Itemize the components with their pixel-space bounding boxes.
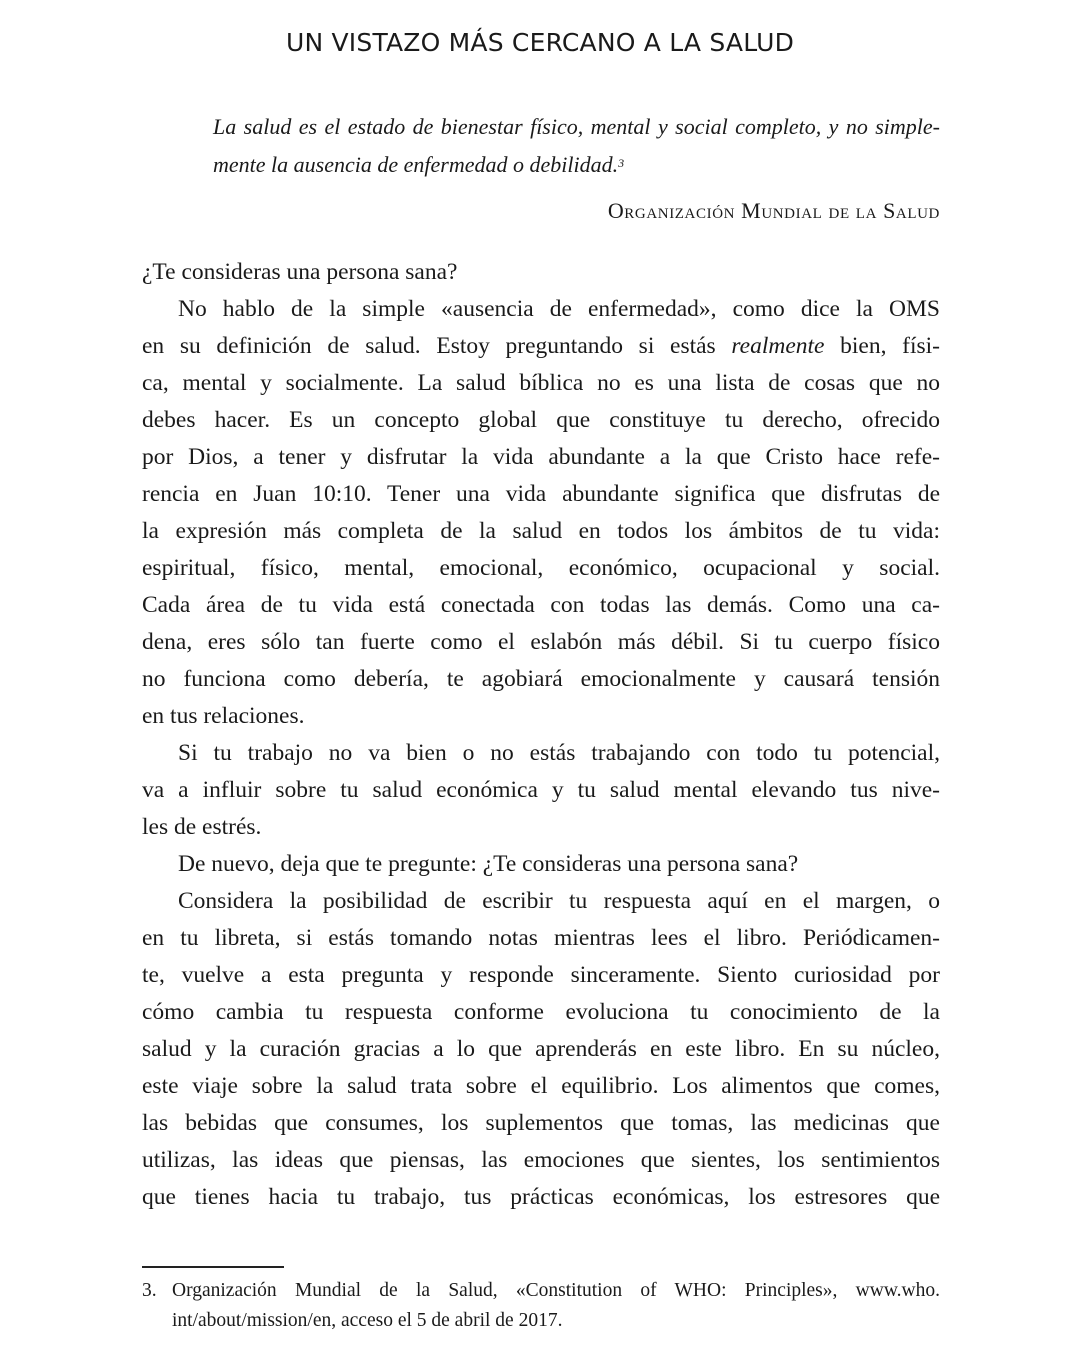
paragraph-line: rencia en Juan 10:10. Tener una vida abundante significa que disfrutas de xyxy=(142,481,940,507)
footnote-line: int/about/mission/en, acceso el 5 de abril de 2017. xyxy=(172,1310,563,1331)
paragraph-line: te, vuelve a esta pregunta y responde sinceramente. Siento curiosidad por xyxy=(142,962,940,988)
paragraph-line: utilizas, las ideas que piensas, las emociones que sientes, los sentimientos xyxy=(142,1147,940,1173)
paragraph-line: salud y la curación gracias a lo que aprenderás en este libro. En su núcleo, xyxy=(142,1036,940,1062)
footnote-line: 3. Organización Mundial de la Salud, «Constitution of WHO: Principles», www.who. xyxy=(142,1276,940,1306)
epigraph-line: La salud es el estado de bienestar físico, mental y social completo, y no simple- xyxy=(213,114,940,139)
footnote xyxy=(142,1276,940,1336)
paragraph-line: en tus relaciones. xyxy=(142,703,305,729)
epigraph-line: mente la ausencia de enfermedad o debilidad.$^3$ xyxy=(213,152,625,177)
footnote-number: 3. xyxy=(142,1280,157,1301)
epigraph-quote xyxy=(213,108,940,184)
paragraph-line: ca, mental y socialmente. La salud bíblica no es una lista de cosas que no xyxy=(142,370,940,396)
paragraph-line: por Dios, a tener y disfrutar la vida abundante a la que Cristo hace refe- xyxy=(142,444,940,470)
paragraph-line: debes hacer. Es un concepto global que constituye tu derecho, ofrecido xyxy=(142,407,940,433)
emphasis: realmente xyxy=(731,333,825,359)
paragraph-line: De nuevo, deja que te pregunte: ¿Te consideras una persona sana? xyxy=(178,851,799,877)
paragraph-line: les de estrés. xyxy=(142,814,262,840)
paragraph-line: Cada área de tu vida está conectada con todas las demás. Como una ca- xyxy=(142,592,940,618)
paragraph-line: en tu libreta, si estás tomando notas mientras lees el libro. Periódicamen- xyxy=(142,925,940,951)
footnote-divider xyxy=(142,1266,284,1268)
paragraph-line: ¿Te consideras una persona sana? xyxy=(142,259,458,285)
paragraph-line: no funciona como debería, te agobiará emocionalmente y causará tensión xyxy=(142,666,940,692)
paragraph-line: Si tu trabajo no va bien o no estás trabajando con todo tu potencial, xyxy=(178,740,940,766)
paragraph-line: va a influir sobre tu salud económica y tu salud mental elevando tus nive- xyxy=(142,777,940,803)
paragraph-line: Considera la posibilidad de escribir tu respuesta aquí en el margen, o xyxy=(178,888,940,914)
paragraph-line: No hablo de la simple «ausencia de enfermedad», como dice la OMS xyxy=(178,296,940,322)
section-title: UN VISTAZO MÁS CERCANO A LA SALUD xyxy=(285,28,795,57)
paragraph-line: las bebidas que consumes, los suplementos que tomas, las medicinas que xyxy=(142,1110,940,1136)
paragraph-line: la expresión más completa de la salud en todos los ámbitos de tu vida: xyxy=(142,518,940,544)
paragraph-line: espiritual, físico, mental, emocional, económico, ocupacional y social. xyxy=(142,555,940,581)
body-text xyxy=(142,254,940,1216)
paragraph-line: en su definición de salud. Estoy preguntando si estás realmente bien, físi- xyxy=(142,333,940,359)
paragraph-line: que tienes hacia tu trabajo, tus prácticas económicas, los estresores que xyxy=(142,1184,940,1210)
paragraph-line: cómo cambia tu respuesta conforme evoluciona tu conocimiento de la xyxy=(142,999,940,1025)
epigraph-attribution: Organización Mundial de la Salud xyxy=(607,198,940,223)
paragraph-line: dena, eres sólo tan fuerte como el eslabón más débil. Si tu cuerpo físico xyxy=(142,629,940,655)
footnote-ref: 3 xyxy=(618,156,625,170)
paragraph-line: este viaje sobre la salud trata sobre el equilibrio. Los alimentos que comes, xyxy=(142,1073,940,1099)
